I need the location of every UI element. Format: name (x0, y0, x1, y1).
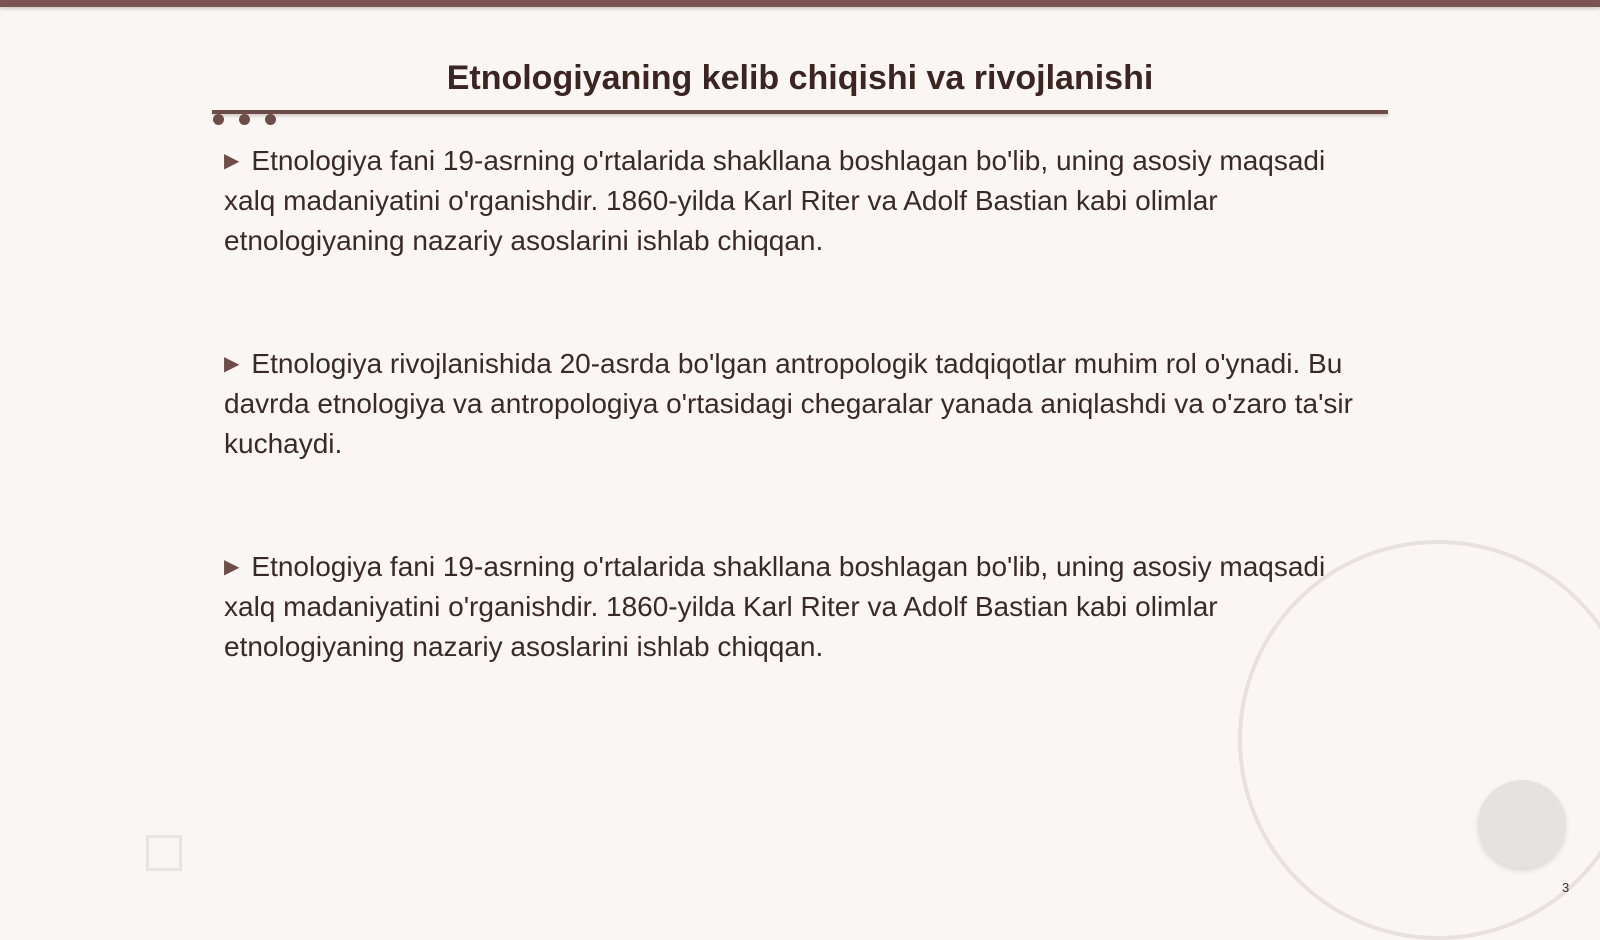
decorative-square (146, 835, 182, 871)
bullet-item-1 (224, 140, 1364, 261)
title-underline (212, 110, 1388, 114)
page-number: 3 (1562, 880, 1570, 895)
bullet-item-3 (224, 546, 1364, 667)
underline-dot-1 (213, 114, 224, 125)
underline-dot-2 (239, 114, 250, 125)
decorative-disc (1478, 780, 1566, 868)
bullet-arrow-icon: ▶ (224, 351, 240, 375)
bullet-list (224, 140, 1364, 749)
top-accent-bar (0, 0, 1600, 7)
bullet-item-2 (224, 343, 1364, 464)
bullet-text: Etnologiya fani 19-asrning o'rtalarida shakllana boshlagan bo'lib, uning asosiy maqsadi xalq madaniyatini o'rganishdir. 1860-yilda Karl Riter va Adolf Bastian kabi olimlar etnologiyaning nazariy asoslarini ishlab chiqqan. (224, 145, 1326, 256)
bullet-text: Etnologiya fani 19-asrning o'rtalarida shakllana boshlagan bo'lib, uning asosiy maqsadi xalq madaniyatini o'rganishdir. 1860-yilda Karl Riter va Adolf Bastian kabi olimlar etnologiyaning nazariy asoslarini ishlab chiqqan. (224, 551, 1326, 662)
bullet-text: Etnologiya rivojlanishida 20-asrda bo'lgan antropologik tadqiqotlar muhim rol o'ynadi. Bu davrda etnologiya va antropologiya o'rtasidagi chegaralar yanada aniqlashdi va o'zaro ta'sir kuchaydi. (224, 348, 1353, 459)
bullet-arrow-icon: ▶ (224, 554, 240, 578)
bullet-arrow-icon: ▶ (224, 148, 240, 172)
underline-dot-3 (265, 114, 276, 125)
slide-title: Etnologiyaning kelib chiqishi va rivojlanishi (446, 59, 1154, 97)
